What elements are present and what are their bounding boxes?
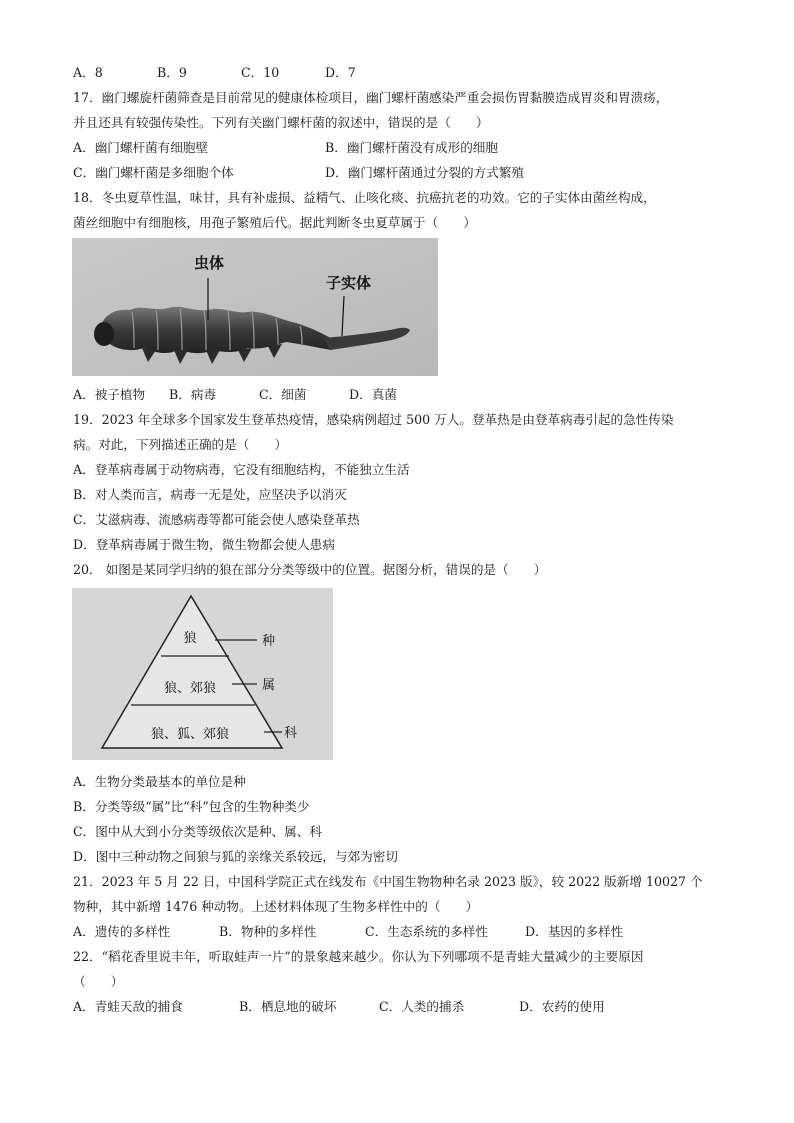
q17-option-d: D．幽门螺杆菌通过分裂的方式繁殖 <box>325 165 525 180</box>
q19-stem-line1: 19．2023 年全球多个国家发生登革热疫情，感染病例超过 500 万人。登革热是由登革病毒引起的急性传染 <box>73 412 674 427</box>
q19-option-a: A．登革病毒属于动物病毒，它没有细胞结构，不能独立生活 <box>73 462 410 477</box>
q18-stem-line2: 菌丝细胞中有细胞核，用孢子繁殖后代。据此判断冬虫夏草属于（ ） <box>73 215 476 230</box>
label-insect-body: 虫体 <box>194 255 225 272</box>
q19-option-d: D．登革病毒属于微生物，微生物都会使人患病 <box>73 537 335 552</box>
cordyceps-figure <box>72 238 438 376</box>
q21-option-d: D．基因的多样性 <box>525 924 624 939</box>
q16-option-b: B．9 <box>157 65 187 80</box>
q21-stem-line2: 物种，其中新增 1476 种动物。上述材料体现了生物多样性中的（ ） <box>73 899 479 914</box>
q21-option-c: C．生态系统的多样性 <box>365 924 488 939</box>
q20-option-d: D．图中三种动物之间狼与狐的亲缘关系较远，与郊为密切 <box>73 849 398 864</box>
q19-option-b: B．对人类而言，病毒一无是处，应坚决予以消灭 <box>73 487 347 502</box>
q22-option-b: B．栖息地的破坏 <box>239 999 337 1014</box>
q20-option-a: A．生物分类最基本的单位是种 <box>73 774 246 789</box>
q17-stem-line2: 并且还具有较强传染性。下列有关幽门螺杆菌的叙述中，错误的是（ ） <box>73 115 489 130</box>
q22-option-c: C．人类的捕杀 <box>379 999 465 1014</box>
label-fruiting-body: 子实体 <box>326 275 372 292</box>
q18-option-d: D．真菌 <box>349 387 397 402</box>
q16-option-d: D．7 <box>325 65 356 80</box>
q18-option-c: C．细菌 <box>259 387 307 402</box>
q17-option-c: C．幽门螺杆菌是多细胞个体 <box>73 165 234 180</box>
rank-family: 科 <box>284 726 298 741</box>
q16-option-c: C．10 <box>241 65 280 80</box>
q17-option-a: A．幽门螺杆菌有细胞壁 <box>73 140 209 155</box>
tier-family-members: 狼、狐、郊狼 <box>150 727 230 742</box>
q16-option-a: A．8 <box>73 65 103 80</box>
caterpillar-head <box>94 322 114 346</box>
q18-option-b: B．病毒 <box>169 387 217 402</box>
q20-stem: 20． 如图是某同学归纳的狼在部分分类等级中的位置。据图分析，错误的是（ ） <box>73 562 547 577</box>
q20-option-c: C．图中从大到小分类等级依次是种、属、科 <box>73 824 322 839</box>
q19-option-c: C．艾滋病毒、流感病毒等都可能会使人感染登革热 <box>73 512 360 527</box>
classification-pyramid <box>72 588 333 760</box>
q17-option-b: B．幽门螺杆菌没有成形的细胞 <box>325 140 498 155</box>
q22-stem-line2: （ ） <box>73 974 124 989</box>
rank-species: 种 <box>262 634 276 649</box>
q21-option-a: A．遗传的多样性 <box>73 924 171 939</box>
q19-stem-line2: 病。对此，下列描述正确的是（ ） <box>73 437 288 452</box>
q21-option-b: B．物种的多样性 <box>219 924 317 939</box>
rank-genus: 属 <box>262 678 276 693</box>
cordyceps-illustration <box>72 238 438 376</box>
q22-option-d: D．农药的使用 <box>519 999 605 1014</box>
q20-option-b: B．分类等级“属”比“科”包含的生物种类少 <box>73 799 310 814</box>
q22-stem-line1: 22．“稻花香里说丰年，听取蛙声一片”的景象越来越少。你认为下列哪项不是青蛙大量减少的主要原因 <box>73 949 644 964</box>
tier-genus-members: 狼、郊狼 <box>163 681 217 696</box>
tier-species-members: 狼 <box>183 631 197 646</box>
q22-option-a: A．青蛙天敌的捕食 <box>73 999 183 1014</box>
classification-pyramid-figure <box>72 588 333 760</box>
q17-stem-line1: 17．幽门螺旋杆菌筛查是目前常见的健康体检项目，幽门螺杆菌感染严重会损伤胃黏膜造成胃炎和胃溃疡， <box>73 90 669 105</box>
q18-stem-line1: 18．冬虫夏草性温，味甘，具有补虚损、益精气、止咳化痰、抗癌抗老的功效。它的子实体由菌丝构成， <box>73 190 656 205</box>
q18-option-a: A．被子植物 <box>73 387 146 402</box>
q21-stem-line1: 21．2023 年 5 月 22 日，中国科学院正式在线发布《中国生物物种名录 2023 版》，较 2022 版新增 10027 个 <box>73 874 703 889</box>
